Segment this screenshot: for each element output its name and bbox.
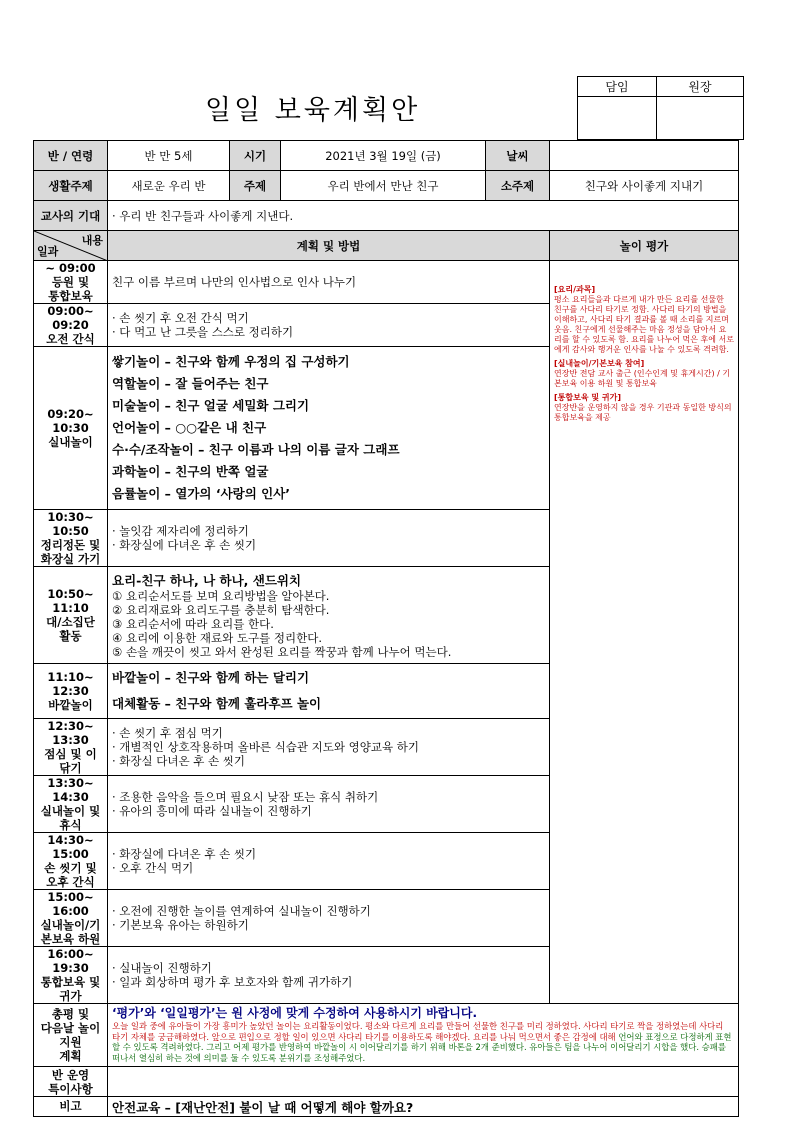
- teacher-label: 담임: [578, 77, 657, 97]
- evaluation-cell: [550, 261, 739, 1004]
- life-topic-value: 새로운 우리 반: [108, 171, 230, 201]
- header-diagonal-cell: [34, 231, 108, 261]
- table-row: [34, 261, 739, 304]
- eval-title: [실내놀이/기본보육 참여]: [554, 359, 645, 368]
- header-time-label: 일과: [37, 245, 59, 258]
- plan-table: [33, 140, 739, 1117]
- approval-box: [577, 76, 744, 140]
- eval-title: [요리/과목]: [554, 285, 596, 294]
- time-cell: ~ 09:00 등원 및 통합보육: [34, 261, 108, 304]
- teacher-sign-cell[interactable]: [578, 97, 657, 140]
- weather-label: 날씨: [486, 141, 550, 171]
- activity-cell: · 실내놀이 진행하기 · 일과 회상하며 평가 후 보호자와 함께 귀가하기: [108, 947, 550, 1004]
- subtopic-label: 소주제: [486, 171, 550, 201]
- remark-label: 비고: [34, 1097, 108, 1117]
- activity-cell: · 오전에 진행한 놀이를 연계하여 실내놀이 진행하기 · 기본보육 유아는 하원하기: [108, 890, 550, 947]
- date-value: 2021년 3월 19일 (금): [281, 141, 486, 171]
- weather-value[interactable]: [550, 141, 739, 171]
- header-plan: 계획 및 방법: [108, 231, 550, 261]
- class-note-label: 반 운영 특이사항: [34, 1067, 108, 1097]
- activity-cell: 바깥놀이 – 친구와 함께 하는 달리기 대체활동 – 친구와 함께 훌라후프 놀이: [108, 664, 550, 719]
- next-plan-headline: ‘평가’와 ‘일일평가’는 원 사정에 맞게 수정하여 사용하시기 바랍니다.: [112, 1006, 478, 1020]
- eval-title: [통합보육 및 귀가]: [554, 393, 621, 402]
- life-topic-label: 생활주제: [34, 171, 108, 201]
- time-cell: 14:30~ 15:00 손 씻기 및 오후 간식: [34, 833, 108, 890]
- remark-row: [34, 1097, 739, 1117]
- eval-text: 연장반을 운영하지 않을 경우 기관과 동일한 방식의 통합보육을 제공: [554, 403, 732, 422]
- time-cell: 16:00~ 19:30 통합보육 및 귀가: [34, 947, 108, 1004]
- class-value: 반 만 5세: [108, 141, 230, 171]
- activity-cell: · 화장실에 다녀온 후 손 씻기 · 오후 간식 먹기: [108, 833, 550, 890]
- activity-cell: 요리-친구 하나, 나 하나, 샌드위치 ① 요리순서도를 보며 요리방법을 알아본다. ② 요리재료와 요리도구를 충분히 탐색한다. ③ 요리순서에 따라 요리를 한다. ④ 요리에 이용한 재료와 도구를 정리한다. ⑤ 손을 깨끗이 씻고 와서 완성된 요리를 짝꿍과 함께 나누어 먹는다.: [108, 567, 550, 664]
- activity-cell: · 손 씻기 후 점심 먹기 · 개별적인 상호작용하며 올바른 식습관 지도와 영양교육 하기 · 화장실 다녀온 후 손 씻기: [108, 719, 550, 776]
- header-eval: 놀이 평가: [550, 231, 739, 261]
- subtopic-value: 친구와 사이좋게 지내기: [550, 171, 739, 201]
- next-plan-body: 오늘 일과 중에 유아들이 가장 흥미가 높았던 놀이는 요리활동이었다. 평소와 다르게 요리를 만들어 선물한 친구를 미리 정하였다. 사다리 타기로 짝을 정하였는데 사다리 타기 자체를 궁금해하였다. 앞으로 편입으로 정할 일이 있으면 사다리 타기를 이용하도록 해야겠다. 요리를 나눠 먹으면서 좋은 감정에 대해 언어와 표정으로 다정하게 표현할 수 있도록 격려하였다. 그리고 어제 평가를 반영하여 바깥놀이 시 이어달리기를 하기 위해 바톤을 2개 준비했다. 유아들은 팀을 나누어 이어달리기 시합을 했다. 승패를 떠나서 열심히 하는 것에 의미를 둘 수 있도록 분위기를 조성해주었다.: [112, 1021, 732, 1063]
- time-cell: 11:10~ 12:30 바깥놀이: [34, 664, 108, 719]
- eval-text: 평소 요리들을과 다르게 내가 만든 요리를 선물한 친구를 사다리 타기로 정함. 사다리 타기의 방법을 이해하고, 사다리 타기 결과를 볼 때 소리를 지르며 웃음. 친구에게 선물해주는 마음 정성을 담아서 요리를 할 수 있도록 함. 요리를 나누어 먹은 후에 서로에게 감사와 행거운 인사를 나눌 수 있도록 격려함.: [554, 295, 734, 354]
- time-cell: 10:30~ 10:50 정리정돈 및 화장실 가기: [34, 510, 108, 567]
- class-note-row: [34, 1067, 739, 1097]
- director-sign-cell[interactable]: [657, 97, 744, 140]
- class-label: 반 / 연령: [34, 141, 108, 171]
- activity-cell: 친구 이름 부르며 나만의 인사법으로 인사 나누기: [108, 261, 550, 304]
- next-plan-content: [108, 1004, 739, 1067]
- time-cell: 10:50~ 11:10 대/소집단 활동: [34, 567, 108, 664]
- page-title: 일일 보육계획안: [205, 95, 421, 126]
- next-plan-label: 총평 및 다음날 놀이 지원 계획: [34, 1004, 108, 1067]
- expect-value: · 우리 반 친구들과 사이좋게 지낸다.: [108, 201, 739, 231]
- activity-cell: · 조용한 음악을 들으며 필요시 낮잠 또는 휴식 취하기 · 유아의 흥미에 따라 실내놀이 진행하기: [108, 776, 550, 833]
- time-cell: 09:20~ 10:30 실내놀이: [34, 347, 108, 510]
- next-plan-row: [34, 1004, 739, 1067]
- director-label: 원장: [657, 77, 744, 97]
- activity-cell: 쌓기놀이 – 친구와 함께 우정의 집 구성하기 역할놀이 – 잘 들어주는 친구 미술놀이 – 친구 얼굴 세밀화 그리기 언어놀이 – ○○같은 내 친구 수·수/조작놀이 – 친구 이름과 나의 이름 글자 그래프 과학놀이 – 친구의 반쪽 얼굴 음률놀이 – 열가의 ‘사랑의 인사’: [108, 347, 550, 510]
- header-content-label: 내용: [81, 234, 103, 247]
- time-label: 시기: [230, 141, 281, 171]
- eval-text: 연장반 전담 교사 출근 (인수인계 및 휴게시간) / 기본보육 이용 하원 및 통합보육: [554, 369, 731, 388]
- remark-value: 안전교육 – [재난안전] 불이 날 때 어떻게 해야 할까요?: [108, 1097, 739, 1117]
- time-cell: 13:30~ 14:30 실내놀이 및 휴식: [34, 776, 108, 833]
- time-cell: 12:30~ 13:30 점심 및 이 닦기: [34, 719, 108, 776]
- activity-cell: · 손 씻기 후 오전 간식 먹기 · 다 먹고 난 그릇을 스스로 정리하기: [108, 304, 550, 347]
- expect-label: 교사의 기대: [34, 201, 108, 231]
- activity-cell: · 놀잇감 제자리에 정리하기 · 화장실에 다녀온 후 손 씻기: [108, 510, 550, 567]
- topic-value: 우리 반에서 만난 친구: [281, 171, 486, 201]
- class-note-value[interactable]: [108, 1067, 739, 1097]
- time-cell: 15:00~ 16:00 실내놀이/기 본보육 하원: [34, 890, 108, 947]
- topic-label: 주제: [230, 171, 281, 201]
- time-cell: 09:00~ 09:20 오전 간식: [34, 304, 108, 347]
